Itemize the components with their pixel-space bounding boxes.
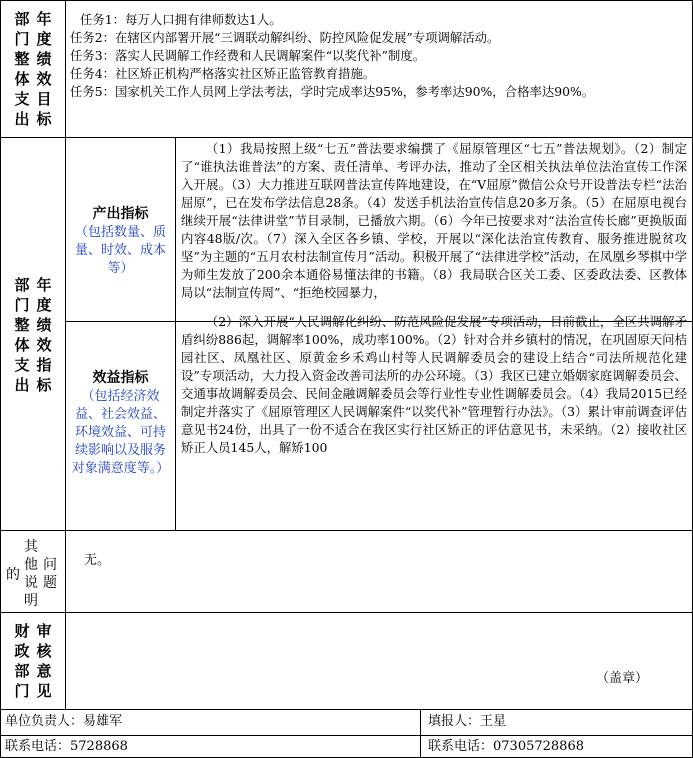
task-item: 任务1：每万人口拥有律师数达1人。: [80, 12, 282, 27]
other-label-char: 他: [24, 557, 38, 573]
contact-phone-left: 联系电话：5728868: [5, 739, 128, 754]
row-divider-2: [0, 530, 693, 531]
seal-placeholder: （盖章）: [596, 671, 649, 686]
row-divider-4: [0, 709, 693, 710]
other-label-char: 明: [24, 593, 38, 609]
output-indicator-label: [66, 204, 175, 294]
goals-label-char: 绩: [36, 50, 52, 68]
output-indicator-title: 产出指标: [92, 206, 149, 222]
row-divider-3: [0, 612, 693, 613]
benefit-indicator-title: 效益指标: [92, 370, 149, 386]
output-indicator-text: （1）我局按照上级“七五”普法要求编撰了《屈原管理区“七五”普法规划》。（2）制定了“谁执法谁普法”的方案、责任清单、考评办法，推动了全区相关执法单位法治宣传工作深入开展。（3）大力推进互联网普法宣传阵地建设，在“V屈原”微信公众号开设普法专栏“法治屈原”，已在发布学法信息28条。（4）发送手机法治宣传信息20多万条。（5）在屈原电视台继续开展“法律讲堂”节目录制，已播放六期。（6）今年已按要求对“法治宣传长廊”更换版面内容48版/次。（7）深入全区各乡镇、学校，开展以“深化法治宣传教育、服务推进脱贫攻坚”为主题的“五月农村法制宣传月”活动。积极开展了“法律进学校”活动，在凤凰乡琴棋中学为师生发放了200余本通俗易懂法律的书籍。（8）我局联合区关工委、区委政法委、区教体局以“法制宣传周”、“拒绝校园暴力，: [181, 141, 687, 300]
audit-label-char: 政: [14, 642, 30, 660]
goals-label-char: 门: [14, 30, 30, 48]
row-divider-1: [0, 137, 693, 138]
benefit-indicator-text: （2）深入开展“人民调解化纠纷、防范风险促发展”专项活动，目前截止，全区共调解矛盾纠纷886起，调解率100%，成功率100%。（2）针对合并乡镇村的情况，在巩固原天问桔园社区、凤凰社区、原黄金乡禾鸡山村等人民调解委员会的建设上结合“司法所规范化建设”专项活动，大力投入资金改善司法所的办公环境。（3）我区已建立婚姻家庭调解委员会、交通事故调解委员会、民间金融调解委员会等行业性专业性调解委员会。（4）我局2015已经制定并落实了《屈原管理区人民调解案件“以奖代补”管理暂行办法》。（3）累计审前调查评估意见书24份，出具了一份不适合在我区实行社区矫正的评估意见书，未采纳。（2）接收社区矫正人员145人，解矫100: [181, 314, 687, 455]
goals-label-char: 出: [14, 110, 30, 128]
other-label-char: 题: [43, 575, 57, 591]
goals-label-char: 支: [14, 90, 30, 108]
indicators-label-char: 效: [36, 336, 52, 354]
goals-label: [1, 4, 65, 134]
goals-task-list: [66, 1, 692, 137]
indicators-label-char: 体: [14, 336, 30, 354]
indicators-label-char: 年: [36, 276, 52, 294]
other-issues-label: [1, 532, 65, 612]
task-item: 任务3：落实人民调解工作经费和人民调解案件“以奖代补”制度。: [70, 48, 426, 63]
task-item: 任务2：在辖区内部署开展“三调联动解纠纷、防控风险促发展”专项调解活动。: [70, 30, 500, 45]
goals-label-char: 体: [14, 70, 30, 88]
indicators-label-char: 绩: [36, 316, 52, 334]
indicators-label-char: 整: [14, 316, 30, 334]
audit-label-char: 门: [14, 682, 30, 700]
task-item: 任务4：社区矫正机构严格落实社区矫正监管教育措施。: [70, 66, 376, 81]
output-indicator-subtitle: （包括数量、质量、时效、成本等）: [74, 225, 166, 276]
task-item: 任务5：国家机关工作人员网上学法考法，学时完成率达95%，参考率达90%，合格率达90%。: [70, 84, 595, 99]
footer-column-divider: [420, 709, 421, 758]
row-divider-5: [0, 735, 693, 736]
indicators-label-char: 出: [14, 376, 30, 394]
other-label-char: 的: [6, 567, 20, 583]
goals-label-char: 效: [36, 70, 52, 88]
audit-label-char: 见: [36, 682, 52, 700]
goals-label-char: 目: [36, 90, 52, 108]
other-label-char: 问: [43, 557, 57, 573]
audit-label: [1, 618, 65, 704]
indicators-label-char: 门: [14, 296, 30, 314]
contact-phone-right: 联系电话：07305728868: [428, 739, 584, 754]
other-label-char: 说: [24, 575, 38, 591]
goals-label-char: 标: [36, 110, 52, 128]
goals-label-char: 度: [36, 30, 52, 48]
goals-label-char: 部: [14, 10, 30, 28]
audit-label-char: 财: [14, 622, 30, 640]
indicators-label-char: 指: [36, 356, 52, 374]
indicators-label-char: 部: [14, 276, 30, 294]
other-label-char: 其: [24, 539, 38, 555]
unit-responsible: 单位负责人：易雄军: [5, 714, 123, 729]
audit-label-char: 审: [36, 622, 52, 640]
indicators-label-char: 度: [36, 296, 52, 314]
benefit-indicator-viewport: [176, 314, 692, 530]
goals-label-char: 年: [36, 10, 52, 28]
benefit-indicator-subtitle: （包括经济效益、社会效益、环境效益、可持续影响以及服务对象满意度等。）: [71, 389, 170, 476]
goals-label-char: 整: [14, 50, 30, 68]
audit-label-char: 部: [14, 662, 30, 680]
benefit-indicator-label: [66, 368, 175, 508]
other-issues-text: 无。: [84, 553, 111, 568]
form-filler: 填报人：王星: [428, 714, 507, 729]
indicators-label: [1, 270, 65, 400]
audit-label-char: 核: [36, 642, 52, 660]
indicators-label-char: 支: [14, 356, 30, 374]
audit-label-char: 意: [36, 662, 52, 680]
indicators-label-char: 标: [36, 376, 52, 394]
